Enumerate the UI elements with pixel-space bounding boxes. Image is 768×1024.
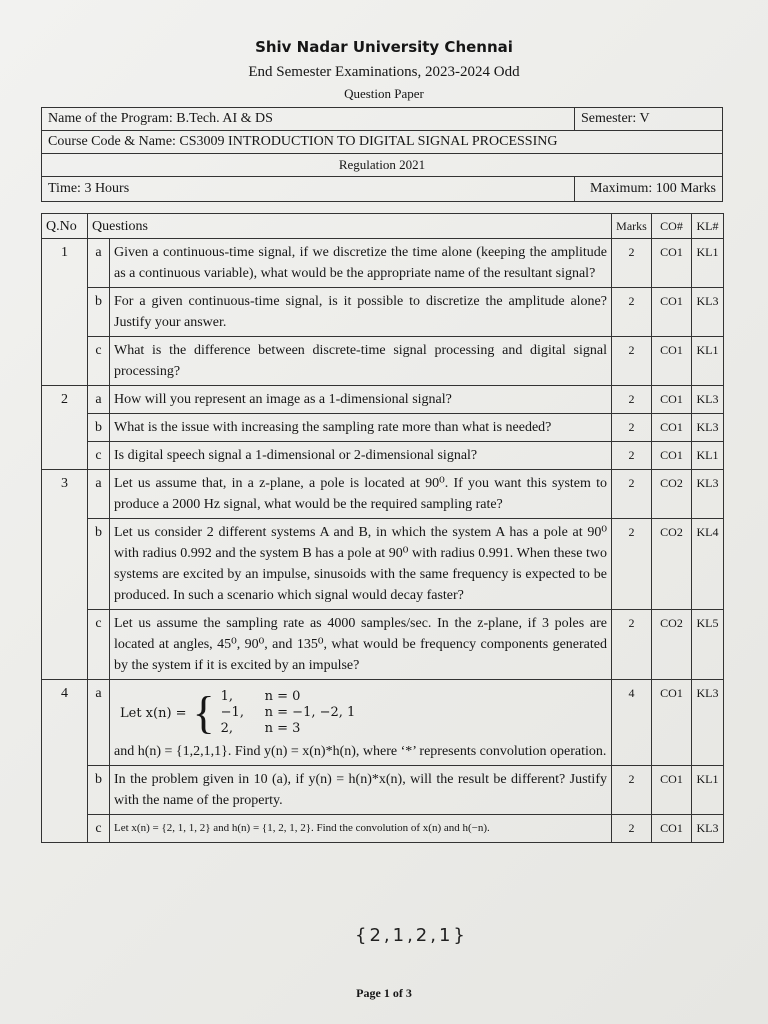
piecewise-lhs: Let x(n) = (120, 705, 187, 721)
marks: 2 (612, 386, 652, 414)
marks: 2 (612, 414, 652, 442)
table-row (42, 766, 724, 815)
sub-question-label: b (88, 766, 110, 815)
header-co: CO# (652, 214, 692, 239)
marks: 4 (612, 680, 652, 766)
handwritten-answer: {2,1,2,1} (355, 925, 468, 946)
course-outcome: CO2 (652, 470, 692, 519)
knowledge-level: KL3 (692, 386, 724, 414)
table-row (42, 610, 724, 680)
question-text: Is digital speech signal a 1-dimensional or 2-dimensional signal? (110, 442, 612, 470)
table-header-row (42, 214, 724, 239)
question-text: Given a continuous-time signal, if we discretize the time alone (keeping the amplitude as a continuous variable), what would be the appropriate name of the resultant signal? (110, 239, 612, 288)
header-qno: Q.No (42, 214, 88, 239)
knowledge-level: KL4 (692, 519, 724, 610)
program-name: Name of the Program: B.Tech. AI & DS (42, 108, 575, 131)
marks: 2 (612, 610, 652, 680)
sub-question-label: b (88, 519, 110, 610)
max-marks: Maximum: 100 Marks (575, 177, 723, 202)
question-text-piecewise (110, 680, 612, 766)
knowledge-level: KL5 (692, 610, 724, 680)
piecewise-definition (114, 683, 607, 741)
question-number: 4 (42, 680, 88, 843)
table-row (42, 442, 724, 470)
course-code-name: Course Code & Name: CS3009 INTRODUCTION TO DIGITAL SIGNAL PROCESSING (42, 131, 723, 154)
question-text: In the problem given in 10 (a), if y(n) = h(n)*x(n), will the result be different? Justify with the name of the property. (110, 766, 612, 815)
knowledge-level: KL3 (692, 680, 724, 766)
sub-question-label: a (88, 386, 110, 414)
question-text: How will you represent an image as a 1-dimensional signal? (110, 386, 612, 414)
knowledge-level: KL3 (692, 815, 724, 843)
time: Time: 3 Hours (42, 177, 575, 202)
course-outcome: CO1 (652, 414, 692, 442)
marks: 2 (612, 288, 652, 337)
course-outcome: CO2 (652, 610, 692, 680)
sub-question-label: a (88, 470, 110, 519)
question-number: 3 (42, 470, 88, 680)
question-text: Let x(n) = {2, 1, 1, 2} and h(n) = {1, 2, 1, 2}. Find the convolution of x(n) and h(−n). (110, 815, 612, 843)
marks: 2 (612, 470, 652, 519)
knowledge-level: KL1 (692, 766, 724, 815)
sub-question-label: c (88, 610, 110, 680)
knowledge-level: KL3 (692, 288, 724, 337)
header-questions: Questions (88, 214, 612, 239)
knowledge-level: KL1 (692, 239, 724, 288)
course-outcome: CO1 (652, 680, 692, 766)
question-number: 1 (42, 239, 88, 386)
question-text: Let us consider 2 different systems A and B, in which the system A has a pole at 90⁰ with radius 0.992 and the system B has a pole at 90⁰ with radius 0.991. When these two systems are excited by an impulse, sinusoids with the same frequency is expected to be produced. In such a scenario which signal would decay faster? (110, 519, 612, 610)
knowledge-level: KL3 (692, 414, 724, 442)
sub-question-label: b (88, 414, 110, 442)
exam-title: End Semester Examinations, 2023-2024 Odd (248, 64, 520, 80)
course-outcome: CO1 (652, 337, 692, 386)
table-row (42, 414, 724, 442)
knowledge-level: KL1 (692, 337, 724, 386)
table-row (42, 288, 724, 337)
table-row (42, 815, 724, 843)
table-row (42, 519, 724, 610)
sub-question-label: a (88, 239, 110, 288)
sub-question-label: c (88, 815, 110, 843)
question-text: For a given continuous-time signal, is it possible to discretize the amplitude alone? Justify your answer. (110, 288, 612, 337)
question-number: 2 (42, 386, 88, 470)
marks: 2 (612, 239, 652, 288)
course-outcome: CO2 (652, 519, 692, 610)
table-row (42, 470, 724, 519)
question-text: Let us assume that, in a z-plane, a pole is located at 90⁰. If you want this system to produce a 2000 Hz signal, what would be the required sampling rate? (110, 470, 612, 519)
sub-question-label: b (88, 288, 110, 337)
course-outcome: CO1 (652, 386, 692, 414)
paper-type: Question Paper (344, 86, 424, 101)
marks: 2 (612, 766, 652, 815)
marks: 2 (612, 519, 652, 610)
case-condition: n = 0 (264, 689, 301, 704)
page-number: Page 1 of 3 (356, 986, 412, 1000)
table-row (42, 337, 724, 386)
questions-table (41, 213, 724, 843)
table-row (42, 680, 724, 766)
course-outcome: CO1 (652, 815, 692, 843)
marks: 2 (612, 442, 652, 470)
case-value: 1, (220, 689, 234, 704)
table-row (42, 239, 724, 288)
case-value: 2, (220, 721, 234, 736)
table-row (42, 386, 724, 414)
sub-question-label: c (88, 337, 110, 386)
case-condition: n = 3 (264, 721, 301, 736)
header-kl: KL# (692, 214, 724, 239)
sub-question-label: c (88, 442, 110, 470)
regulation: Regulation 2021 (42, 154, 723, 177)
question-text: What is the issue with increasing the sampling rate more than what is needed? (110, 414, 612, 442)
left-brace: { (192, 687, 215, 738)
header-marks: Marks (612, 214, 652, 239)
question-text: What is the difference between discrete-time signal processing and digital signal processing? (110, 337, 612, 386)
course-outcome: CO1 (652, 288, 692, 337)
case-value: −1, (220, 705, 244, 720)
semester: Semester: V (575, 108, 723, 131)
question-text: Let us assume the sampling rate as 4000 samples/sec. In the z-plane, if 3 poles are located at angles, 45⁰, 90⁰, and 135⁰, what would be frequency components generated by the system if it is excited by an impulse? (110, 610, 612, 680)
marks: 2 (612, 815, 652, 843)
knowledge-level: KL1 (692, 442, 724, 470)
university-name: Shiv Nadar University Chennai (255, 38, 513, 56)
course-outcome: CO1 (652, 766, 692, 815)
case-condition: n = −1, −2, 1 (264, 705, 356, 720)
sub-question-label: a (88, 680, 110, 766)
question-text: and h(n) = {1,2,1,1}. Find y(n) = x(n)*h(n), where ‘*’ represents convolution operation. (114, 744, 607, 759)
knowledge-level: KL3 (692, 470, 724, 519)
piecewise-cases (221, 689, 356, 737)
course-outcome: CO1 (652, 442, 692, 470)
marks: 2 (612, 337, 652, 386)
course-outcome: CO1 (652, 239, 692, 288)
course-info-table (41, 107, 723, 202)
